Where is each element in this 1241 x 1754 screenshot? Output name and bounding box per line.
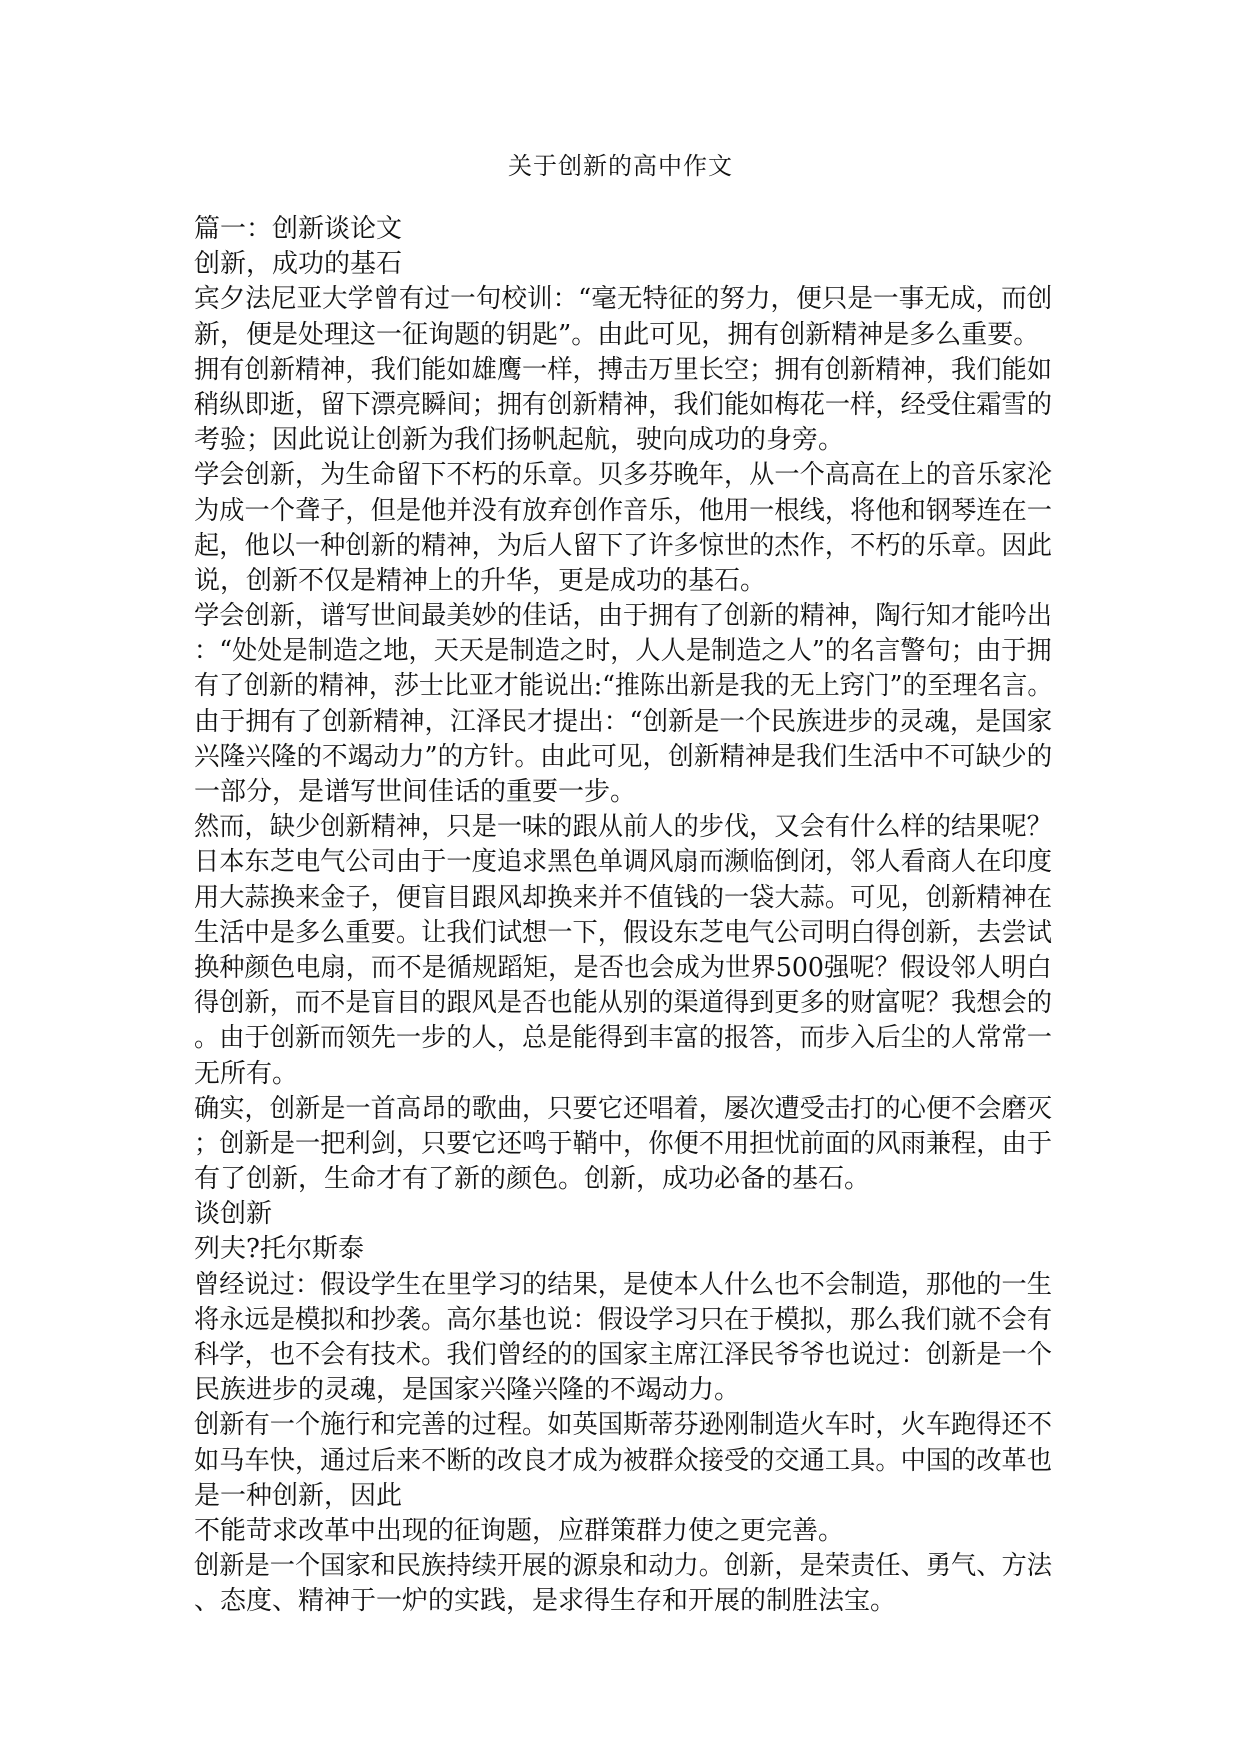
text-line: 创新是一个国家和民族持续开展的源泉和动力。创新，是荣责任、勇气、方法 — [194, 1551, 1053, 1582]
text-line: 一部分，是谱写世间佳话的重要一步。 — [194, 777, 637, 807]
text-line: 为成一个聋子，但是他并没有放弃创作音乐，他用一根线，将他和钢琴连在一 — [194, 495, 1053, 526]
text-line: 生活中是多么重要。让我们试想一下，假设东芝电气公司明白得创新，去尝试 — [194, 917, 1053, 948]
text-line: 不能苛求改革中出现的征询题，应群策群力使之更完善。 — [194, 1515, 845, 1546]
text-line: 兴隆兴隆的不竭动力”的方针。由此可见，创新精神是我们生活中不可缺少的 — [194, 741, 1053, 772]
text-line: 日本东芝电气公司由于一度追求黑色单调风扇而濒临倒闭，邻人看商人在印度 — [194, 847, 1053, 878]
text-line: 由于拥有了创新精神，江泽民才提出：“创新是一个民族进步的灵魂，是国家 — [194, 706, 1053, 737]
text-line: 科学，也不会有技术。我们曾经的的国家主席江泽民爷爷也说过：创新是一个 — [194, 1340, 1053, 1370]
text-line: 创新有一个施行和完善的过程。如英国斯蒂芬逊刚制造火车时，火车跑得还不 — [194, 1410, 1053, 1441]
text-line: 谈创新 — [194, 1199, 273, 1230]
text-line: 无所有。 — [194, 1058, 299, 1089]
text-line: 篇一：创新谈论文 — [194, 214, 403, 244]
text-line: 然而，缺少创新精神，只是一味的跟从前人的步伐，又会有什么样的结果呢？ — [194, 812, 1053, 843]
text-line: 学会创新，为生命留下不朽的乐章。贝多芬晚年，从一个高高在上的音乐家沦 — [194, 460, 1053, 491]
text-line: 换种颜色电扇，而不是循规蹈矩，是否也会成为世界500强呢？假设邻人明白 — [194, 952, 1052, 983]
text-line: 列夫?托尔斯泰 — [194, 1234, 364, 1265]
text-line: 。由于创新而领先一步的人，总是能得到丰富的报答，而步入后尘的人常常一 — [194, 1023, 1053, 1054]
text-line: 考验；因此说让创新为我们扬帆起航，驶向成功的身旁。 — [194, 425, 845, 456]
text-line: 起，他以一种创新的精神，为后人留下了许多惊世的杰作，不朽的乐章。因此 — [194, 530, 1053, 561]
text-line: 有了创新的精神，莎士比亚才能说出:“推陈出新是我的无上窍门”的至理名言。 — [194, 671, 1053, 702]
text-line: 创新，成功的基石 — [194, 249, 403, 280]
text-line: 民族进步的灵魂，是国家兴隆兴隆的不竭动力。 — [194, 1375, 741, 1406]
text-line: 用大蒜换来金子，便盲目跟风却换来并不值钱的一袋大蒜。可见，创新精神在 — [194, 882, 1053, 913]
text-line: 曾经说过：假设学生在里学习的结果，是使本人什么也不会制造，那他的一生 — [194, 1269, 1053, 1300]
text-line: 说，创新不仅是精神上的升华，更是成功的基石。 — [194, 565, 767, 596]
text-line: 拥有创新精神，我们能如雄鹰一样，搏击万里长空；拥有创新精神，我们能如 — [194, 354, 1053, 385]
document-body — [194, 212, 1052, 1620]
text-line: 将永远是模拟和抄袭。高尔基也说：假设学习只在于模拟，那么我们就不会有 — [194, 1304, 1053, 1335]
text-line: 是一种创新，因此 — [194, 1480, 403, 1511]
text-line: 学会创新，谱写世间最美妙的佳话，由于拥有了创新的精神，陶行知才能吟出 — [194, 601, 1053, 632]
text-line: 确实，创新是一首高昂的歌曲，只要它还唱着，屡次遭受击打的心便不会磨灭 — [194, 1093, 1053, 1124]
text-line: 如马车快，通过后来不断的改良才成为被群众接受的交通工具。中国的改革也 — [194, 1445, 1053, 1476]
text-line: 得创新，而不是盲目的跟风是否也能从别的渠道得到更多的财富呢？我想会的 — [194, 988, 1053, 1019]
text-line: ；创新是一把利剑，只要它还鸣于鞘中，你便不用担忧前面的风雨兼程，由于 — [194, 1128, 1053, 1159]
document-title: 关于创新的高中作文 — [508, 152, 733, 180]
text-line: 稍纵即逝，留下漂亮瞬间；拥有创新精神，我们能如梅花一样，经受住霜雪的 — [194, 389, 1053, 420]
text-line: 、态度、精神于一炉的实践，是求得生存和开展的制胜法宝。 — [194, 1586, 897, 1617]
text-line: ：“处处是制造之地，天天是制造之时，人人是制造之人”的名言警句；由于拥 — [194, 636, 1052, 667]
text-line: 宾夕法尼亚大学曾有过一句校训：“毫无特征的努力，便只是一事无成，而创 — [194, 284, 1053, 315]
text-line: 有了创新，生命才有了新的颜色。创新，成功必备的基石。 — [194, 1164, 871, 1195]
text-line: 新，便是处理这一征询题的钥匙”。由此可见，拥有创新精神是多么重要。 — [194, 319, 1040, 350]
